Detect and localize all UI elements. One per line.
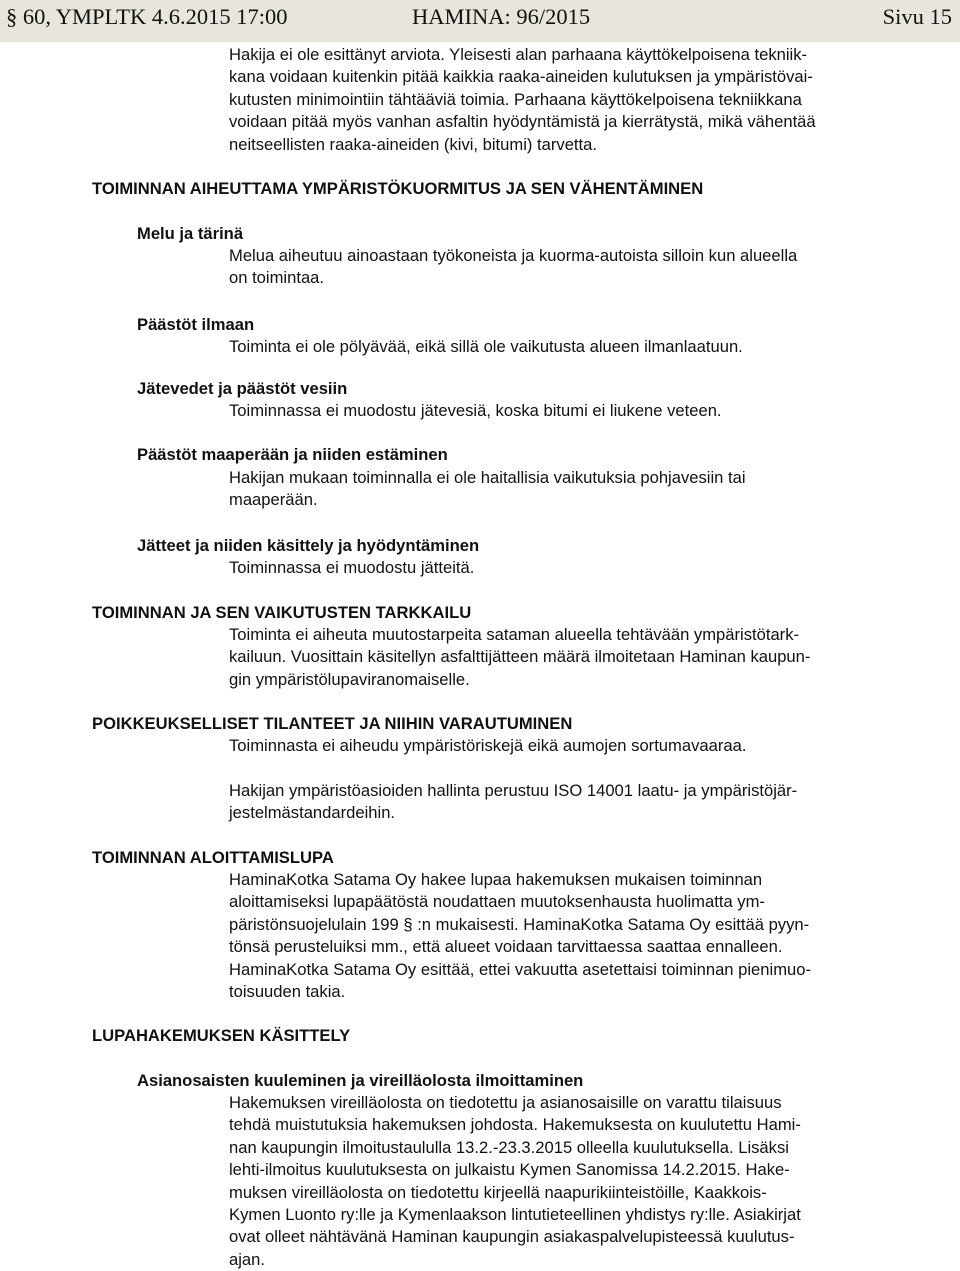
wastewater-line: Toiminnassa ei muodostu jätevesiä, koska bitumi ei liukene veteen. bbox=[229, 401, 722, 420]
soil-emissions-paragraph bbox=[229, 467, 746, 512]
header-section-date: § 60, YMPLTK 4.6.2015 17:00 bbox=[6, 4, 288, 29]
header-page-number: Sivu 15 bbox=[882, 4, 952, 29]
intro-line: voidaan pitää myös vanhan asfaltin hyödyntämistä ja kierrätystä, mikä vähentää bbox=[229, 112, 816, 132]
start-permit-paragraph bbox=[229, 869, 811, 1003]
subheading-wastewater: Jätevedet ja päästöt vesiin bbox=[137, 379, 348, 398]
waste-paragraph bbox=[229, 557, 474, 579]
hearing-line: ovat olleet nähtävänä Haminan kaupungin asiakaspalvelupisteessä kuulutus- bbox=[229, 1227, 795, 1247]
subheading-noise: Melu ja tärinä bbox=[137, 224, 244, 243]
soil-line: maaperään. bbox=[229, 490, 318, 510]
monitoring-line: gin ympäristölupaviranomaiselle. bbox=[229, 669, 470, 689]
hearing-line: Hakemuksen vireilläolosta on tiedotettu ja asianosaisille on varattu tilaisuus bbox=[229, 1093, 782, 1112]
intro-paragraph bbox=[229, 44, 816, 156]
noise-line: on toimintaa. bbox=[229, 268, 325, 288]
section-heading-exceptional-situations: POIKKEUKSELLISET TILANTEET JA NIIHIN VARAUTUMINEN bbox=[92, 714, 573, 733]
start-permit-line: tönsä perusteluiksi mm., että alueet voidaan tarvittaessa saattaa ennalleen. bbox=[229, 937, 783, 957]
wastewater-paragraph bbox=[229, 400, 722, 422]
start-permit-line: HaminaKotka Satama Oy esittää, ettei vakuutta asetettaisi toiminnan pienimuo- bbox=[229, 959, 812, 979]
intro-line: kutusten minimointiin tähtääviä toimia. Parhaana käyttökelpoisena tekniikkana bbox=[229, 89, 802, 109]
intro-line: Hakija ei ole esittänyt arviota. Yleisesti alan parhaana käyttökelpoisena tekniik- bbox=[229, 45, 808, 64]
hearing-notice-paragraph bbox=[229, 1092, 801, 1271]
exceptional-line: Toiminnasta ei aiheudu ympäristöriskejä eikä aumojen sortumavaaraa. bbox=[229, 736, 747, 755]
section-heading-environmental-load: TOIMINNAN AIHEUTTAMA YMPÄRISTÖKUORMITUS JA SEN VÄHENTÄMINEN bbox=[92, 179, 704, 198]
waste-line: Toiminnassa ei muodostu jätteitä. bbox=[229, 558, 475, 577]
monitoring-paragraph bbox=[229, 624, 810, 691]
hearing-line: muksen vireilläolosta on tiedotettu kirjeellä naapurikiinteistöille, Kaakkois- bbox=[229, 1182, 767, 1202]
air-emissions-paragraph bbox=[229, 336, 743, 358]
subheading-air-emissions: Päästöt ilmaan bbox=[137, 315, 255, 334]
intro-line: kana voidaan kuitenkin pitää kaikkia raaka-aineiden kulutuksen ja ympäristövai- bbox=[229, 67, 813, 87]
exceptional-line: jestelmästandardeihin. bbox=[229, 803, 396, 823]
subheading-soil-emissions: Päästöt maaperään ja niiden estäminen bbox=[137, 445, 448, 464]
exceptional-line: Hakijan ympäristöasioiden hallinta perustuu ISO 14001 laatu- ja ympäristöjär- bbox=[229, 781, 798, 800]
intro-line: neitseellisten raaka-aineiden (kivi, bitumi) tarvetta. bbox=[229, 134, 597, 154]
start-permit-line: päristönsuojelulain 199 § :n mukaisesti. HaminaKotka Satama Oy esittää pyyn- bbox=[229, 914, 810, 934]
header-decision-number: HAMINA: 96/2015 bbox=[412, 4, 591, 29]
hearing-line: lehti-ilmoitus kuulutuksesta on julkaistu Kymen Sanomissa 14.2.2015. Hake- bbox=[229, 1160, 790, 1180]
start-permit-line: toisuuden takia. bbox=[229, 982, 346, 1002]
section-heading-application-processing: LUPAHAKEMUKSEN KÄSITTELY bbox=[92, 1026, 351, 1045]
noise-line: Melua aiheutuu ainoastaan työkoneista ja kuorma-autoista silloin kun alueella bbox=[229, 246, 798, 265]
noise-paragraph bbox=[229, 245, 797, 290]
hearing-line: ajan. bbox=[229, 1249, 265, 1269]
exceptional-paragraph-1 bbox=[229, 735, 746, 757]
start-permit-line: HaminaKotka Satama Oy hakee lupaa hakemuksen mukaisen toiminnan bbox=[229, 870, 763, 889]
hearing-line: Kymen Luonto ry:lle ja Kymenlaakson lintutieteellinen yhdistys ry:lle. Asiakirjat bbox=[229, 1205, 801, 1225]
soil-line: Hakijan mukaan toiminnalla ei ole haitallisia vaikutuksia pohjavesiin tai bbox=[229, 468, 746, 487]
monitoring-line: kailuun. Vuosittain käsitellyn asfalttijätteen määrä ilmoitetaan Haminan kaupun- bbox=[229, 647, 811, 667]
section-heading-monitoring: TOIMINNAN JA SEN VAIKUTUSTEN TARKKAILU bbox=[92, 603, 472, 622]
monitoring-line: Toiminta ei aiheuta muutostarpeita sataman alueella tehtävään ympäristötark- bbox=[229, 625, 800, 644]
subheading-hearing-notice: Asianosaisten kuuleminen ja vireilläolosta ilmoittaminen bbox=[137, 1071, 584, 1090]
exceptional-paragraph-2 bbox=[229, 780, 797, 825]
hearing-line: tehdä muistutuksia hakemuksen johdosta. Hakemuksesta on kuulutettu Hami- bbox=[229, 1115, 801, 1135]
section-heading-start-permit: TOIMINNAN ALOITTAMISLUPA bbox=[92, 848, 334, 867]
subheading-waste: Jätteet ja niiden käsittely ja hyödyntäminen bbox=[137, 536, 480, 555]
air-line: Toiminta ei ole pölyävää, eikä sillä ole vaikutusta alueen ilmanlaatuun. bbox=[229, 337, 743, 356]
hearing-line: nan kaupungin ilmoitustaululla 13.2.-23.3.2015 olleella kuulutuksella. Lisäksi bbox=[229, 1137, 789, 1157]
start-permit-line: aloittamiseksi lupapäätöstä noudattaen muutoksenhausta huolimatta ym- bbox=[229, 892, 765, 912]
page-header bbox=[0, 0, 960, 42]
